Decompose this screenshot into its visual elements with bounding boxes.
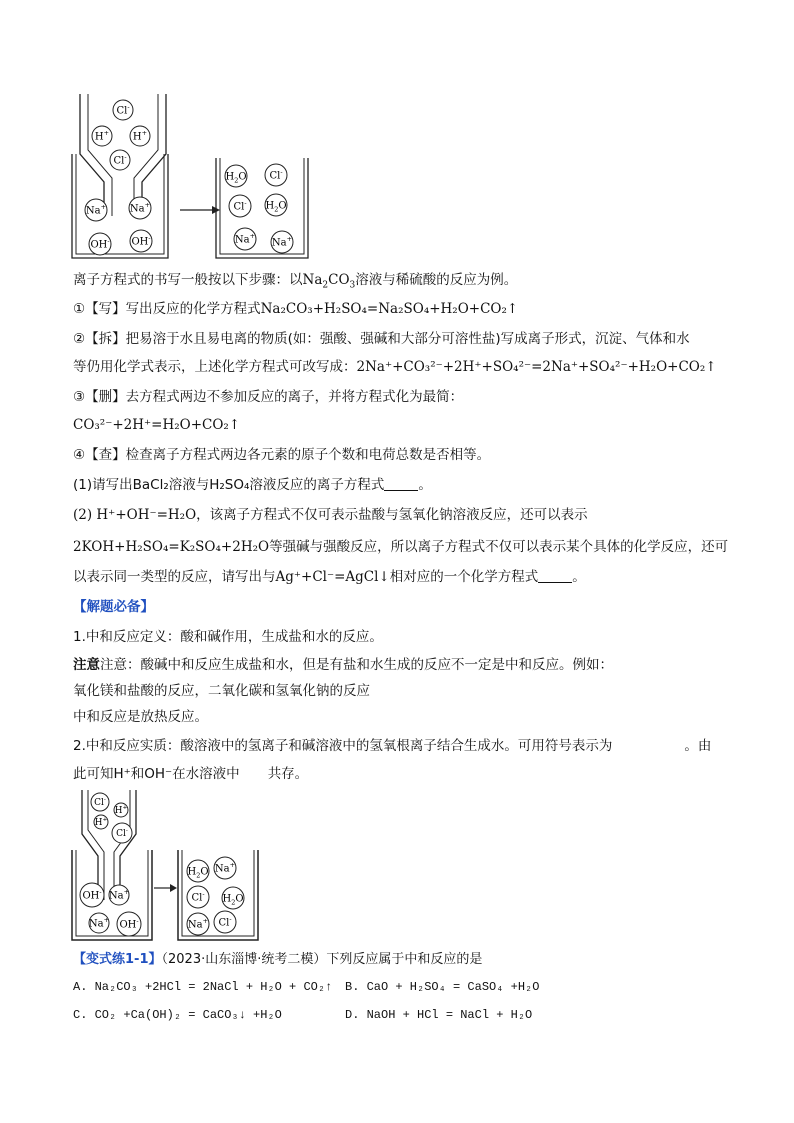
step-split-b: 等仍用化学式表示，上述化学方程式可改写成：2Na⁺+CO₃²⁻+2H⁺+SO₄²⁻=2Na⁺+SO₄²⁻+H₂O+CO₂↑	[73, 359, 717, 375]
svg-text:Na+: Na+	[214, 861, 236, 875]
svg-text:H+: H+	[132, 129, 148, 143]
answer-blank-1[interactable]	[384, 478, 418, 491]
funnel-ion-1	[92, 126, 112, 146]
svg-text:H+: H+	[94, 129, 110, 143]
svg-text:OH-: OH-	[131, 234, 151, 248]
question-2-b: 2KOH+H₂SO₄=K₂SO₄+2H₂O等强碱与强酸反应，所以离子方程式不仅可以表示某个具体的化学反应，还可	[73, 539, 729, 555]
beaker-right-ion-5	[271, 231, 293, 253]
svg-text:H2O: $H_2O$	[225, 171, 247, 185]
exercise-header: 【变式练1-1】（2023·山东淄博·统考二模）下列反应属于中和反应的是	[73, 952, 483, 967]
svg-text:Na+: Na+	[234, 232, 256, 246]
svg-text:Cl-: Cl-	[233, 199, 247, 213]
item-neutralization-definition: 1.中和反应定义：酸和碱作用，生成盐和水的反应。	[73, 629, 383, 645]
beaker-left-ion-0	[85, 199, 107, 221]
question-2-c: 以表示同一类型的反应，请写出与Ag⁺+Cl⁻=AgCl↓相对应的一个化学方程式 。	[73, 569, 586, 585]
beaker-right-ion-3	[222, 887, 244, 909]
beaker-left-ion-1	[109, 885, 129, 905]
option-d[interactable]: D. NaOH + HCl = NaCl + H₂O	[345, 1008, 533, 1022]
beaker-right-ion-2	[229, 195, 251, 217]
funnel-ion-1	[114, 803, 128, 817]
funnel-ion-2	[130, 126, 150, 146]
beaker-right-ion-2	[187, 886, 209, 908]
svg-text:H2O: $H_2O$	[222, 893, 244, 907]
diagram-2	[70, 788, 270, 944]
diagram-1	[70, 92, 330, 262]
item-neutralization-essence: 2.中和反应实质：酸溶液中的氢离子和碱溶液中的氢氧根离子结合生成水。可用符号表示为 。由	[73, 738, 712, 754]
svg-text:Na+: Na+	[129, 201, 151, 215]
beaker-left-ion-3	[130, 230, 152, 252]
step-check: ④【查】检查离子方程式两边各元素的原子个数和电荷总数是否相等。	[73, 447, 491, 463]
answer-blank-2[interactable]	[538, 570, 572, 583]
question-1: (1)请写出BaCl₂溶液与H₂SO₄溶液反应的离子方程式 。	[73, 477, 432, 493]
funnel-ion-2	[94, 815, 108, 829]
option-a[interactable]: A. Na₂CO₃ +2HCl = 2NaCl + H₂O + CO₂↑	[73, 980, 333, 994]
funnel-ion-0	[113, 100, 133, 120]
svg-text:Na+: Na+	[88, 916, 110, 930]
note-line: 注意注意：酸碱中和反应生成盐和水，但是有盐和水生成的反应不一定是中和反应。例如：	[73, 657, 613, 673]
intro-line: 离子方程式的书写一般按以下步骤：以$Na_2CO_3$溶液与稀硫酸的反应为例。	[73, 272, 518, 291]
svg-text:H2O: $H_2O$	[265, 200, 287, 214]
equation-net-ionic: CO₃²⁻+2H⁺=H₂O+CO₂↑	[73, 417, 241, 433]
svg-text:H+: H+	[94, 817, 108, 829]
svg-text:Cl-: Cl-	[113, 153, 127, 167]
exercise-label: 【变式练1-1】	[73, 952, 162, 967]
beaker-right-ion-3	[265, 194, 287, 216]
option-c[interactable]: C. CO₂ +Ca(OH)₂ = CaCO₃↓ +H₂O	[73, 1008, 282, 1022]
beaker-left-ion-2	[89, 913, 109, 933]
option-b[interactable]: B. CaO + H₂SO₄ = CaSO₄ +H₂O	[345, 980, 540, 994]
svg-text:Cl-: Cl-	[116, 828, 128, 840]
note-line-2: 氧化镁和盐酸的反应，二氧化碳和氢氧化钠的反应	[73, 683, 370, 699]
beaker-right-ion-4	[187, 913, 209, 935]
beaker-right-ion-4	[234, 228, 256, 250]
svg-text:H2O: $H_2O$	[187, 866, 209, 880]
svg-text:Cl-: Cl-	[191, 890, 205, 904]
section-title: 【解题必备】	[73, 599, 154, 615]
beaker-left-ion-1	[129, 197, 151, 219]
funnel-ion-3	[110, 150, 130, 170]
note-line-3: 中和反应是放热反应。	[73, 709, 208, 725]
step-write: ①【写】写出反应的化学方程式Na₂CO₃+H₂SO₄=Na₂SO₄+H₂O+CO₂↑	[73, 301, 519, 317]
svg-text:Na+: Na+	[85, 203, 107, 217]
svg-text:H+: H+	[114, 805, 128, 817]
svg-text:OH-: OH-	[82, 888, 102, 902]
svg-text:Na+: Na+	[108, 888, 130, 902]
svg-text:Cl-: Cl-	[218, 915, 232, 929]
svg-text:OH-: OH-	[90, 237, 110, 251]
svg-text:OH-: OH-	[119, 917, 139, 931]
funnel-ion-3	[112, 823, 132, 843]
beaker-left-ion-0	[80, 883, 104, 907]
question-2-a: (2) H⁺+OH⁻=H₂O，该离子方程式不仅可表示盐酸与氢氧化钠溶液反应，还可以表示	[73, 507, 588, 523]
svg-text:Cl-: Cl-	[94, 797, 106, 809]
step-delete: ③【删】去方程式两边不参加反应的离子，并将方程式化为最简：	[73, 389, 464, 405]
beaker-right-ion-5	[214, 911, 236, 933]
funnel-ion-0	[91, 793, 109, 811]
beaker-right-ion-1	[214, 857, 236, 879]
svg-text:Cl-: Cl-	[269, 168, 283, 182]
beaker-right-ion-0	[187, 860, 209, 882]
svg-text:Na+: Na+	[187, 917, 209, 931]
beaker-right-ion-1	[265, 164, 287, 186]
svg-text:Na+: Na+	[271, 235, 293, 249]
equation-molecular: Na₂CO₃+H₂SO₄=Na₂SO₄+H₂O+CO₂↑	[260, 301, 519, 317]
beaker-left-ion-2	[89, 233, 111, 255]
svg-text:Cl-: Cl-	[116, 103, 130, 117]
beaker-right-ion-0	[225, 165, 247, 187]
equation-full-ionic: 2Na⁺+CO₃²⁻+2H⁺+SO₄²⁻=2Na⁺+SO₄²⁻+H₂O+CO₂↑	[356, 359, 717, 375]
step-split-a: ②【拆】把易溶于水且易电离的物质(如：强酸、强碱和大部分可溶性盐)写成离子形式，沉淀、气体和水	[73, 331, 690, 347]
item-neutralization-essence-2: 此可知H⁺和OH⁻在水溶液中 共存。	[73, 766, 309, 782]
beaker-left-ion-3	[117, 912, 141, 936]
